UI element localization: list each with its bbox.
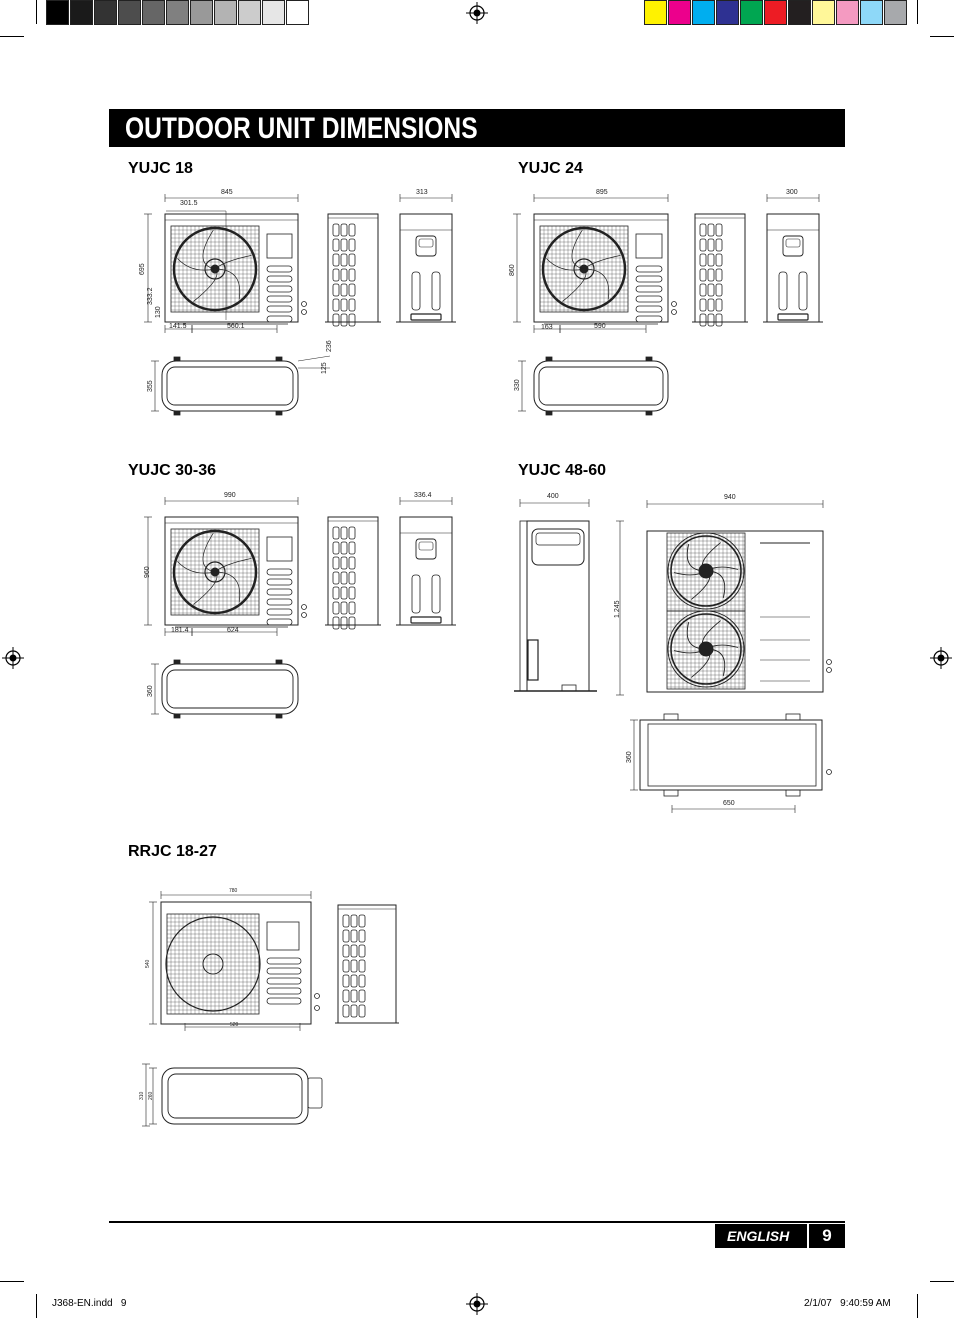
dimension-label: 181.4 bbox=[171, 627, 189, 634]
model-heading: YUJC 18 bbox=[128, 160, 193, 177]
dimension-label: 520 bbox=[230, 1022, 239, 1028]
dimension-label: 845 bbox=[221, 189, 233, 196]
model-heading: RRJC 18-27 bbox=[128, 843, 217, 860]
dimension-label: 336.4 bbox=[414, 492, 432, 499]
dimension-label: 360 bbox=[626, 751, 633, 763]
dimension-label: 990 bbox=[224, 492, 236, 499]
dimension-label: 540 bbox=[145, 959, 151, 968]
language-tab bbox=[715, 1224, 807, 1248]
dimension-label: 1.245 bbox=[614, 600, 621, 618]
dimension-label: 895 bbox=[596, 189, 608, 196]
dimension-label: 310 bbox=[139, 1091, 145, 1100]
page-number-box bbox=[809, 1224, 845, 1248]
dimension-label: 400 bbox=[547, 493, 559, 500]
dimension-label: 301.5 bbox=[180, 200, 198, 207]
dimension-label: 141.5 bbox=[169, 323, 187, 330]
dimension-label: 560.1 bbox=[227, 323, 245, 330]
model-heading: YUJC 30-36 bbox=[128, 462, 217, 479]
dimension-label: 163 bbox=[541, 324, 553, 331]
dimension-label: 650 bbox=[723, 800, 735, 807]
dimension-label: 360 bbox=[147, 685, 154, 697]
page-title: OUTDOOR UNIT DIMENSIONS bbox=[125, 112, 478, 145]
print-timestamp: 2/1/07 9:40:59 AM bbox=[804, 1298, 891, 1309]
dimension-label: 590 bbox=[594, 323, 606, 330]
file-slug: J368-EN.indd 9 bbox=[52, 1298, 127, 1309]
dimension-label: 130 bbox=[155, 306, 162, 318]
dimension-label: 260 bbox=[148, 1091, 154, 1100]
dimension-label: 860 bbox=[509, 264, 516, 276]
footer-rule bbox=[109, 1221, 845, 1223]
dimension-label: 300 bbox=[786, 189, 798, 196]
language-label: ENGLISH bbox=[727, 1228, 790, 1244]
dimension-label: 695 bbox=[139, 263, 146, 275]
dimension-label: 355 bbox=[147, 380, 154, 392]
page-number: 9 bbox=[822, 1226, 832, 1245]
dimension-label: 125 bbox=[321, 362, 328, 374]
dimension-label: 333.2 bbox=[147, 287, 154, 305]
dimension-label: 313 bbox=[416, 189, 428, 196]
model-heading: YUJC 48-60 bbox=[518, 462, 607, 479]
dimension-label: 330 bbox=[514, 379, 521, 391]
dimension-label: 940 bbox=[724, 494, 736, 501]
model-heading: YUJC 24 bbox=[518, 160, 583, 177]
dimension-label: 780 bbox=[229, 888, 238, 894]
dimension-label: 624 bbox=[227, 627, 239, 634]
dimension-label: 960 bbox=[144, 566, 151, 578]
dimension-label: 236 bbox=[326, 340, 333, 352]
